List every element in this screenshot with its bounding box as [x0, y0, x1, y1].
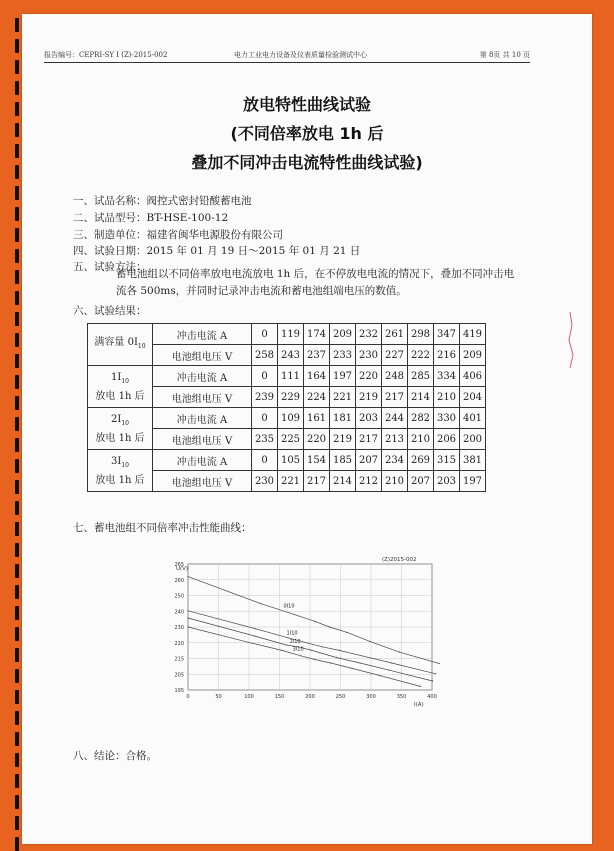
data-point	[255, 628, 256, 629]
info-sample-name: 一、试品名称：阀控式密封铅酸蓄电池	[73, 195, 252, 207]
data-point	[187, 576, 188, 577]
current-label: 冲击电流 A	[153, 366, 252, 387]
data-point	[339, 650, 340, 651]
voltage-cell: 212	[356, 471, 382, 492]
x-axis-label: I(A)	[414, 702, 424, 708]
voltage-cell: 214	[408, 387, 434, 408]
x-tick-label: 200	[305, 694, 315, 700]
binding-hole	[15, 438, 19, 452]
voltage-cell: 217	[304, 471, 330, 492]
data-point	[420, 686, 421, 687]
data-point	[369, 641, 370, 642]
voltage-cell: 219	[356, 387, 382, 408]
binding-hole	[15, 270, 19, 284]
row-group-subscript: 10	[137, 343, 146, 350]
x-tick-label: 400	[427, 694, 437, 700]
page-header	[44, 50, 530, 63]
row-group-label	[88, 335, 152, 354]
binding-hole	[15, 501, 19, 515]
binding-hole	[15, 522, 19, 536]
current-cell: 203	[356, 408, 382, 429]
current-cell: 406	[460, 366, 486, 387]
voltage-cell: 203	[434, 471, 460, 492]
voltage-label: 电池组电压 V	[153, 471, 252, 492]
data-point	[435, 673, 436, 674]
row-group-label-text: 1I	[111, 371, 122, 383]
current-cell: 105	[278, 450, 304, 471]
row-group-label-text: 满容量 0I	[94, 337, 138, 348]
binding-hole	[15, 207, 19, 221]
data-point	[187, 626, 188, 627]
binding-hole	[15, 711, 19, 725]
binding-hole	[15, 396, 19, 410]
binding-hole	[15, 564, 19, 578]
binding-hole	[15, 543, 19, 557]
x-tick-label: 300	[366, 694, 376, 700]
binding-hole	[15, 249, 19, 263]
voltage-cell: 206	[434, 429, 460, 450]
x-tick-label: 250	[335, 694, 346, 700]
voltage-cell: 233	[330, 345, 356, 366]
y-tick-label: 220	[174, 640, 184, 647]
current-cell: 0	[252, 450, 278, 471]
voltage-cell: 243	[278, 345, 304, 366]
current-cell: 330	[434, 408, 460, 429]
title-line-3: 叠加不同冲击电流特性曲线试验)	[191, 153, 423, 172]
current-cell: 111	[278, 366, 304, 387]
y-tick-label: 250	[174, 593, 184, 600]
current-cell: 298	[408, 324, 434, 345]
current-cell: 207	[356, 450, 382, 471]
impact-curve-chart	[150, 550, 440, 710]
table-row	[88, 408, 486, 429]
table-row	[88, 366, 486, 387]
row-group-subscript: 10	[121, 377, 129, 385]
results-table	[87, 323, 486, 492]
corner-label: (Z)2015-002	[382, 557, 417, 563]
binding-hole	[15, 228, 19, 242]
series-line	[188, 618, 433, 681]
voltage-cell: 217	[356, 429, 382, 450]
series-label: 3I10	[292, 646, 304, 653]
data-point	[294, 614, 295, 615]
pen-mark	[565, 310, 575, 370]
binding-hole	[15, 459, 19, 473]
title-line-1: 放电特性曲线试验	[242, 95, 371, 114]
current-cell: 269	[408, 450, 434, 471]
data-point	[281, 650, 282, 651]
voltage-cell: 209	[460, 345, 486, 366]
binding-hole	[15, 606, 19, 620]
data-point	[389, 670, 390, 671]
data-point	[315, 621, 316, 622]
current-cell: 197	[330, 366, 356, 387]
binding-hole	[15, 795, 19, 809]
binding-hole	[15, 585, 19, 599]
row-group-label	[88, 412, 152, 431]
binding-hole	[15, 291, 19, 305]
data-point	[361, 655, 362, 656]
voltage-cell: 230	[252, 471, 278, 492]
voltage-cell: 230	[356, 345, 382, 366]
x-tick-label: 150	[274, 694, 285, 700]
data-point	[286, 644, 287, 645]
y-tick-label: 240	[174, 609, 184, 616]
title-line-2: (不同倍率放电 1h 后	[230, 124, 384, 143]
voltage-cell: 204	[460, 387, 486, 408]
row-group-label-2: 放电 1h 后	[95, 390, 145, 402]
voltage-cell: 197	[460, 471, 486, 492]
current-cell: 181	[330, 408, 356, 429]
y-axis-label: U(V)	[176, 566, 189, 572]
row-group-head	[88, 324, 153, 366]
current-label: 冲击电流 A	[153, 450, 252, 471]
voltage-cell: 229	[278, 387, 304, 408]
current-cell: 185	[330, 450, 356, 471]
voltage-cell: 200	[460, 429, 486, 450]
data-point	[311, 650, 312, 651]
voltage-cell: 222	[408, 345, 434, 366]
method-paragraph	[94, 266, 520, 300]
info-method-heading: 五、试验方法：	[73, 261, 147, 273]
voltage-cell: 210	[382, 471, 408, 492]
x-tick-label: 50	[215, 694, 222, 700]
binding-hole	[15, 18, 19, 32]
report-number: 报告编号：CEPRI-SY I (Z)-2015-002	[44, 51, 168, 59]
row-group-subscript: 10	[121, 461, 129, 469]
current-cell: 381	[460, 450, 486, 471]
binding-hole	[15, 312, 19, 326]
series-label: 0I10	[283, 603, 295, 610]
voltage-cell: 220	[304, 429, 330, 450]
row-group-subscript: 10	[121, 419, 129, 427]
current-cell: 161	[304, 408, 330, 429]
series-label: 1I10	[286, 630, 298, 637]
current-cell: 0	[252, 366, 278, 387]
results-heading: 六、试验结果：	[73, 305, 147, 317]
data-point	[314, 659, 315, 660]
binding-hole	[15, 333, 19, 347]
method-text: 蓄电池组以不同倍率放电电流放电 1h 后，在不停放电电流的情况下，叠加不同冲击电流各 500ms，并同时记录冲击电流和蓄电池组端电压的数值。	[116, 268, 515, 297]
data-point	[187, 610, 188, 611]
current-cell: 401	[460, 408, 486, 429]
current-cell: 285	[408, 366, 434, 387]
current-cell: 154	[304, 450, 330, 471]
voltage-cell: 213	[382, 429, 408, 450]
row-group-head	[88, 366, 153, 408]
data-point	[260, 603, 261, 604]
row-group-label-2: 放电 1h 后	[95, 432, 145, 444]
y-tick-label: 205	[174, 672, 184, 679]
binding-hole	[15, 690, 19, 704]
current-cell: 282	[408, 408, 434, 429]
voltage-cell: 224	[304, 387, 330, 408]
table-row	[88, 450, 486, 471]
x-tick-label: 350	[396, 694, 407, 700]
voltage-label: 电池组电压 V	[153, 429, 252, 450]
current-cell: 0	[252, 408, 278, 429]
binding-hole	[15, 774, 19, 788]
voltage-cell: 258	[252, 345, 278, 366]
data-point	[300, 655, 301, 656]
data-point	[399, 652, 400, 653]
current-cell: 419	[460, 324, 486, 345]
voltage-cell: 237	[304, 345, 330, 366]
current-cell: 174	[304, 324, 330, 345]
row-group-label	[88, 370, 152, 389]
data-point	[351, 668, 352, 669]
current-cell: 334	[434, 366, 460, 387]
row-group-label-text: 3I	[111, 455, 122, 467]
data-point	[254, 635, 255, 636]
current-cell: 0	[252, 324, 278, 345]
binding-hole	[15, 60, 19, 74]
x-tick-label: 100	[244, 694, 254, 700]
info-model: 二、试品型号：BT-HSE-100-12	[73, 212, 229, 224]
data-point	[380, 675, 381, 676]
current-cell: 244	[382, 408, 408, 429]
info-date: 四、试验日期：2015 年 01 月 19 日～2015 年 01 月 21 日	[73, 245, 361, 257]
voltage-cell: 227	[382, 345, 408, 366]
binding-hole	[15, 375, 19, 389]
voltage-cell: 207	[408, 471, 434, 492]
y-tick-label: 195	[174, 688, 184, 694]
binding-hole	[15, 417, 19, 431]
info-manufacturer: 三、制造单位：福建省闽华电源股份有限公司	[73, 229, 283, 241]
binding-hole	[15, 648, 19, 662]
current-cell: 109	[278, 408, 304, 429]
y-tick-label: 260	[174, 577, 184, 584]
binding-hole	[15, 354, 19, 368]
current-cell: 164	[304, 366, 330, 387]
data-point	[251, 643, 252, 644]
voltage-label: 电池组电压 V	[153, 345, 252, 366]
binding-hole	[15, 753, 19, 767]
voltage-cell: 235	[252, 429, 278, 450]
binding-hole	[15, 39, 19, 53]
current-cell: 261	[382, 324, 408, 345]
voltage-cell: 210	[408, 429, 434, 450]
row-group-label-text: 2I	[111, 413, 122, 425]
page-number: 第 8页 共 10 页	[479, 51, 530, 59]
section7-heading: 七、蓄电池组不同倍率冲击性能曲线：	[73, 522, 252, 534]
data-point	[359, 662, 360, 663]
voltage-cell: 214	[330, 471, 356, 492]
data-point	[322, 646, 323, 647]
data-point	[287, 637, 288, 638]
row-group-head	[88, 408, 153, 450]
binding-hole	[15, 480, 19, 494]
binding-hole	[15, 669, 19, 683]
voltage-cell: 225	[278, 429, 304, 450]
voltage-cell: 219	[330, 429, 356, 450]
binding-hole	[15, 732, 19, 746]
data-point	[330, 662, 331, 663]
binding-hole	[15, 627, 19, 641]
row-group-label	[88, 454, 152, 473]
binding-hole	[15, 816, 19, 830]
voltage-cell: 216	[434, 345, 460, 366]
data-point	[336, 657, 337, 658]
voltage-label: 电池组电压 V	[153, 387, 252, 408]
data-point	[187, 617, 188, 618]
data-point	[391, 662, 392, 663]
voltage-cell: 239	[252, 387, 278, 408]
current-cell: 232	[356, 324, 382, 345]
current-label: 冲击电流 A	[153, 324, 252, 345]
header-center: 电力工业电力设备及仪表质量检验测试中心	[234, 51, 367, 59]
current-cell: 234	[382, 450, 408, 471]
voltage-cell: 210	[434, 387, 460, 408]
current-label: 冲击电流 A	[153, 408, 252, 429]
data-point	[329, 626, 330, 627]
data-point	[432, 680, 433, 681]
voltage-cell: 217	[382, 387, 408, 408]
row-group-label-2: 放电 1h 后	[95, 474, 145, 486]
current-cell: 248	[382, 366, 408, 387]
data-point	[347, 632, 348, 633]
voltage-cell: 221	[330, 387, 356, 408]
table-row	[88, 324, 486, 345]
conclusion: 八、结论：合格。	[73, 750, 157, 762]
y-tick-label: 215	[174, 656, 184, 663]
current-cell: 347	[434, 324, 460, 345]
current-cell: 209	[330, 324, 356, 345]
voltage-cell: 221	[278, 471, 304, 492]
current-cell: 315	[434, 450, 460, 471]
current-cell: 119	[278, 324, 304, 345]
data-point	[308, 643, 309, 644]
x-tick-label: 0	[186, 694, 190, 700]
current-cell: 220	[356, 366, 382, 387]
row-group-head	[88, 450, 153, 492]
y-tick-label: 230	[174, 625, 184, 631]
y-tick-label: 265	[174, 562, 184, 568]
binding-hole	[15, 186, 19, 200]
series-label: 2I10	[289, 638, 301, 645]
series-line	[188, 627, 420, 686]
